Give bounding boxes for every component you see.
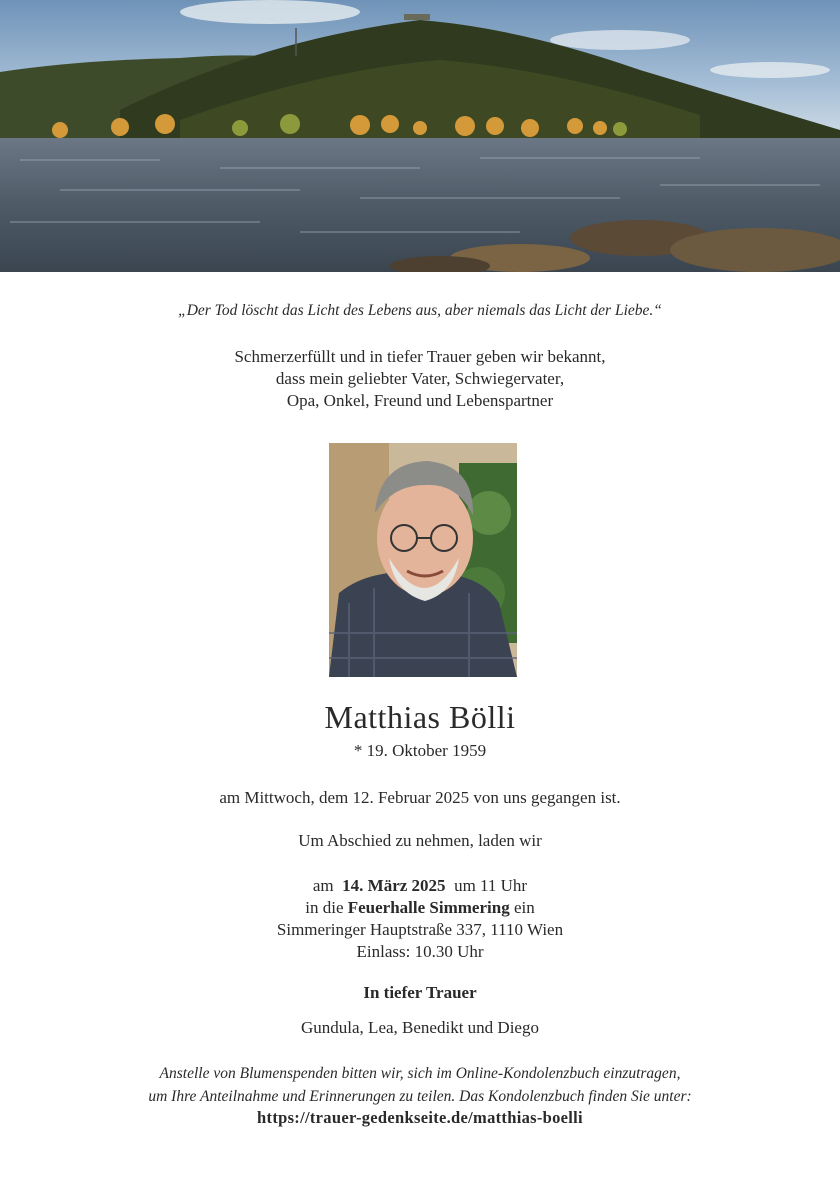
deceased-name: Matthias Bölli	[324, 699, 516, 735]
ceremony-am: am	[312, 876, 334, 895]
note-line: um Ihre Anteilnahme und Erinnerungen zu teilen. Das Kondolenzbuch finden Sie unter:	[148, 1088, 692, 1105]
quote: „Der Tod löscht das Licht des Lebens aus, aber niemals das Licht der Liebe.“	[178, 302, 662, 319]
ceremony-in-die: in die	[305, 898, 344, 917]
landscape-header-image	[0, 0, 840, 272]
mourning-heading: In tiefer Trauer	[363, 983, 477, 1002]
invitation-text: Um Abschied zu nehmen, laden wir	[298, 831, 542, 850]
ceremony-admission: Einlass: 10.30 Uhr	[356, 942, 484, 961]
ceremony-address: Simmeringer Hauptstraße 337, 1110 Wien	[276, 920, 564, 939]
intro-text	[0, 346, 840, 412]
condolence-note	[0, 1062, 840, 1108]
ceremony-details	[0, 875, 840, 963]
family-names: Gundula, Lea, Benedikt und Diego	[301, 1018, 539, 1037]
birth-date: * 19. Oktober 1959	[353, 741, 487, 760]
intro-line: Schmerzerfüllt und in tiefer Trauer geben wir bekannt,	[234, 347, 606, 366]
ceremony-ein: ein	[513, 898, 535, 917]
ceremony-date: 14. März 2025	[342, 876, 446, 895]
condolence-link[interactable]: https://trauer-gedenkseite.de/matthias-boelli	[257, 1108, 583, 1127]
note-line: Anstelle von Blumenspenden bitten wir, sich im Online-Kondolenzbuch einzutragen,	[159, 1065, 681, 1082]
portrait-photo	[329, 443, 517, 677]
intro-line: dass mein geliebter Vater, Schwiegervater,	[275, 369, 565, 388]
intro-line: Opa, Onkel, Freund und Lebenspartner	[286, 391, 554, 410]
ceremony-date-line	[0, 875, 840, 897]
ceremony-venue: Feuerhalle Simmering	[347, 898, 510, 917]
passing-statement: am Mittwoch, dem 12. Februar 2025 von uns gegangen ist.	[219, 788, 621, 807]
ceremony-time: um 11 Uhr	[454, 876, 528, 895]
ceremony-venue-line	[0, 897, 840, 919]
